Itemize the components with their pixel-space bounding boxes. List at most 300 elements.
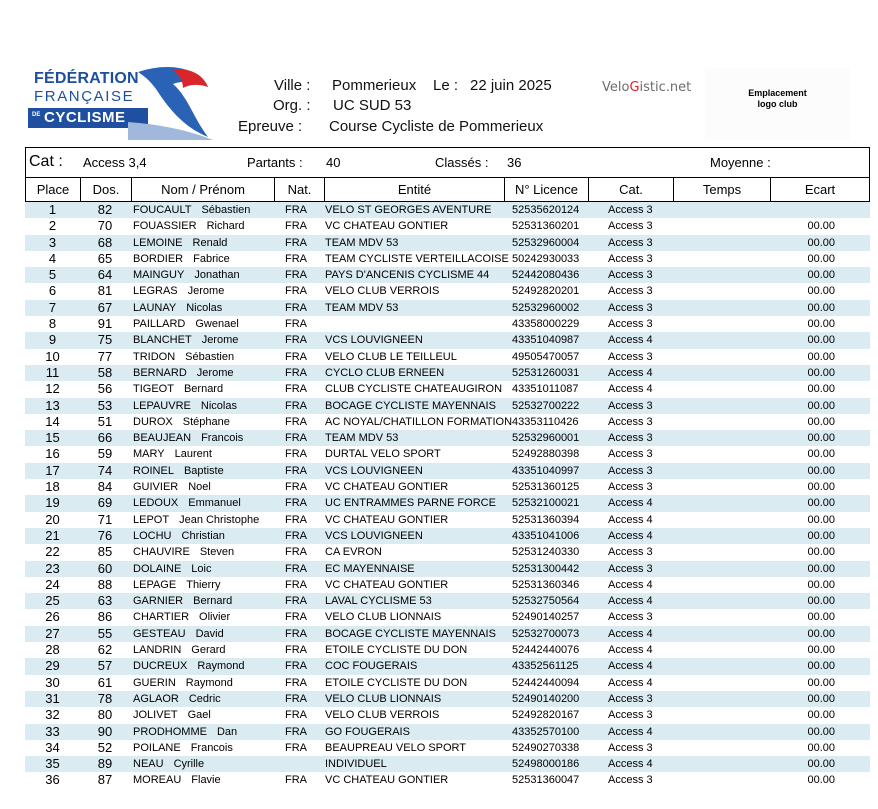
cell-nom: FOUASSIER: [133, 220, 197, 233]
table-row: [25, 658, 870, 674]
cell-nationality: FRA: [285, 236, 307, 249]
cell-licence: 52442440076: [512, 644, 580, 657]
cell-entity: COC FOUGERAIS: [325, 660, 418, 673]
cell-nationality: FRA: [285, 269, 307, 282]
cell-licence: 52532960002: [512, 301, 580, 314]
cell-licence: 43351011087: [512, 383, 579, 396]
cell-nom: DOLAINE: [133, 562, 182, 575]
cell-prenom: Gerard: [191, 644, 226, 657]
cell-entity: AC NOYAL/CHATILLON FORMATION: [325, 415, 513, 428]
table-row: [25, 283, 870, 299]
cell-nom: FOUCAULT: [133, 204, 192, 216]
cell-place: 29: [45, 658, 60, 674]
cell-place: 32: [45, 707, 60, 723]
cell-licence: 52531360047: [512, 774, 580, 787]
cell-prenom: Thierry: [186, 578, 221, 591]
cell-licence: 50242930033: [512, 252, 580, 265]
cell-nationality: FRA: [285, 204, 307, 216]
cell-name: [133, 528, 225, 544]
cell-category: Access 4: [608, 529, 653, 542]
logo-line-3-prefix: DE: [32, 112, 41, 118]
table-row: [25, 316, 870, 332]
cell-category: Access 3: [608, 204, 653, 216]
cell-place: 3: [48, 234, 57, 250]
cell-dossard: 55: [97, 625, 113, 641]
cell-category: Access 3: [608, 285, 653, 298]
cell-ecart: 00.00: [807, 285, 835, 298]
cell-name: [133, 479, 211, 495]
table-row: [25, 332, 870, 348]
results-header: [25, 147, 870, 202]
cell-name: [133, 512, 259, 528]
cell-prenom: Dan: [216, 725, 238, 738]
cell-dossard: 62: [97, 642, 113, 658]
cell-nom: BORDIER: [133, 252, 184, 265]
cell-dossard: 88: [97, 576, 113, 592]
ffc-logo: [28, 62, 218, 142]
cell-dossard: 84: [97, 479, 113, 495]
cell-place: 33: [45, 723, 60, 739]
cell-prenom: Steven: [199, 546, 235, 559]
table-row: [25, 561, 870, 577]
cell-nom: NEAU: [133, 758, 164, 771]
cell-nationality: FRA: [285, 741, 307, 754]
cell-entity: PAYS D'ANCENIS CYCLISME 44: [325, 269, 490, 282]
cell-place: 5: [48, 267, 57, 283]
cell-category: Access 3: [608, 301, 653, 314]
cell-category: Access 3: [608, 562, 653, 575]
cell-nom: GARNIER: [133, 595, 184, 608]
cell-nom: LEMOINE: [133, 236, 183, 249]
cell-place: 20: [45, 511, 60, 527]
cell-entity: CA EVRON: [325, 546, 382, 559]
cell-nationality: FRA: [285, 644, 307, 657]
cell-category: Access 4: [608, 644, 653, 657]
cell-nationality: FRA: [285, 481, 307, 494]
cell-licence: 52498000186: [512, 758, 580, 771]
cell-place: 10: [45, 348, 60, 364]
cell-name: [133, 642, 226, 658]
cell-prenom: Olivier: [199, 611, 231, 624]
cell-category: Access 3: [608, 220, 653, 233]
cell-prenom: Richard: [206, 220, 245, 233]
cell-place: 34: [45, 739, 60, 755]
cell-nom: AGLAOR: [133, 692, 179, 705]
cell-category: Access 3: [608, 481, 653, 494]
cell-name: [133, 365, 233, 381]
ville-label: Ville :: [274, 77, 311, 94]
col-ecart: Ecart: [804, 182, 836, 197]
table-row: [25, 626, 870, 642]
cell-ecart: 00.00: [807, 676, 835, 689]
cell-ecart: 00.00: [807, 481, 835, 494]
table-row: [25, 756, 870, 772]
cell-entity: VELO ST GEORGES AVENTURE: [325, 204, 492, 216]
cell-ecart: 00.00: [807, 318, 835, 331]
club-logo-line-2: logo club: [757, 99, 798, 109]
moyenne-label: Moyenne :: [710, 155, 771, 170]
cell-dossard: 80: [97, 707, 113, 723]
cell-dossard: 56: [97, 381, 113, 397]
cell-entity: UC ENTRAMMES PARNE FORCE: [325, 497, 496, 510]
cell-ecart: 00.00: [807, 660, 835, 673]
cell-licence: 52532100021: [512, 497, 580, 510]
cell-place: 12: [45, 381, 60, 397]
cell-name: [133, 235, 227, 251]
cell-name: [133, 202, 250, 218]
cell-name: [133, 446, 212, 462]
cell-name: [133, 691, 221, 707]
cell-category: Access 3: [608, 709, 653, 722]
cell-entity: EC MAYENNAISE: [325, 562, 415, 575]
cell-licence: 52492880398: [512, 448, 580, 461]
summary-row: [26, 148, 869, 178]
cell-prenom: Flavie: [191, 774, 221, 787]
cell-place: 11: [45, 364, 60, 380]
cell-nom: LEPAUVRE: [133, 399, 191, 412]
cell-place: 26: [45, 609, 60, 625]
cell-place: 31: [45, 690, 60, 706]
cell-prenom: Renald: [192, 236, 228, 249]
cell-name: [133, 381, 223, 397]
cell-category: Access 3: [608, 774, 653, 787]
cell-dossard: 81: [97, 283, 113, 299]
cell-nom: LANDRIN: [133, 644, 182, 657]
cell-ecart: 00.00: [807, 448, 835, 461]
cell-prenom: Cedric: [188, 692, 221, 705]
cell-nationality: FRA: [285, 464, 307, 477]
cell-prenom: Sébastien: [201, 204, 251, 216]
cell-prenom: Gael: [187, 709, 211, 722]
epreuve-value: Course Cycliste de Pommerieux: [329, 118, 544, 135]
cell-category: Access 3: [608, 611, 653, 624]
cell-licence: 43353110426: [512, 415, 579, 428]
cell-licence: 52490140200: [512, 692, 580, 705]
cell-category: Access 4: [608, 366, 653, 379]
cell-licence: 43351040987: [512, 334, 580, 347]
cell-dossard: 70: [97, 218, 113, 234]
cell-nationality: FRA: [285, 301, 307, 314]
date-label: Le :: [433, 77, 459, 94]
cell-nom: LOCHU: [133, 529, 172, 542]
table-row: [25, 675, 870, 691]
cell-nationality: FRA: [285, 497, 307, 510]
table-row: [25, 235, 870, 251]
col-licence: N° Licence: [505, 177, 589, 202]
cell-ecart: 00.00: [807, 220, 835, 233]
cell-nationality: FRA: [285, 660, 307, 673]
cell-name: [133, 218, 244, 234]
cell-nationality: FRA: [285, 252, 307, 265]
cell-prenom: Jonathan: [194, 269, 240, 282]
table-row: [25, 414, 870, 430]
cell-entity: VELO CLUB VERROIS: [325, 285, 440, 298]
cell-entity: VCS LOUVIGNEEN: [325, 464, 423, 477]
cell-ecart: 00.00: [807, 595, 835, 608]
cell-licence: 52531360201: [512, 220, 580, 233]
cell-nom: TRIDON: [133, 350, 176, 363]
cell-name: [133, 561, 211, 577]
table-row: [25, 365, 870, 381]
cell-name: [133, 707, 211, 723]
cell-dossard: 76: [97, 527, 113, 543]
cell-nom: GUIVIER: [133, 481, 179, 494]
cell-prenom: Gwenael: [195, 318, 239, 331]
table-row: [25, 642, 870, 658]
cell-place: 30: [45, 674, 60, 690]
cell-prenom: Nicolas: [200, 399, 237, 412]
cell-entity: BEAUPREAU VELO SPORT: [325, 741, 467, 754]
table-row: [25, 479, 870, 495]
cell-dossard: 71: [97, 511, 113, 527]
cell-prenom: David: [195, 627, 224, 640]
cell-ecart: 00.00: [807, 513, 835, 526]
cell-category: Access 4: [608, 513, 653, 526]
brand-pre: Velo: [602, 80, 630, 95]
cell-category: Access 3: [608, 546, 653, 559]
cell-ecart: 00.00: [807, 366, 835, 379]
cell-place: 14: [45, 413, 60, 429]
cell-licence: 52492820167: [512, 709, 580, 722]
cell-nom: POILANE: [133, 741, 181, 754]
cell-category: Access 3: [608, 448, 653, 461]
cell-entity: CLUB CYCLISTE CHATEAUGIRON: [325, 383, 503, 396]
cell-name: [133, 251, 230, 267]
table-row: [25, 593, 870, 609]
cell-ecart: 00.00: [807, 725, 835, 738]
cat-label: Cat :: [29, 153, 63, 170]
cell-licence: 52442440094: [512, 676, 580, 689]
cell-nationality: FRA: [285, 448, 307, 461]
cell-nom: MARY: [133, 448, 165, 461]
classes-label: Classés :: [435, 155, 489, 170]
cell-dossard: 90: [97, 723, 113, 739]
cell-category: Access 4: [608, 725, 653, 738]
cell-licence: 52532960001: [512, 432, 580, 445]
cell-name: [133, 756, 204, 772]
cell-name: [133, 283, 224, 299]
ville-value: Pommerieux: [332, 77, 417, 94]
cell-dossard: 69: [97, 495, 113, 511]
cell-category: Access 3: [608, 399, 653, 412]
cell-nationality: FRA: [285, 220, 307, 233]
brand-post: istic.net: [639, 80, 692, 95]
cell-dossard: 66: [97, 430, 113, 446]
cell-place: 35: [45, 756, 60, 772]
cell-entity: LAVAL CYCLISME 53: [325, 595, 432, 608]
cell-prenom: Jerome: [187, 285, 225, 298]
cell-ecart: 00.00: [807, 415, 835, 428]
cell-nationality: FRA: [285, 627, 307, 640]
logo-line-2: FRANÇAISE: [34, 88, 135, 105]
cell-dossard: 77: [97, 348, 113, 364]
cell-place: 7: [48, 299, 57, 315]
cell-name: [133, 398, 237, 414]
logo-line-1: FÉDÉRATION: [34, 70, 139, 87]
col-temps: Temps: [674, 177, 771, 202]
cell-nationality: FRA: [285, 383, 307, 396]
cell-licence: 43351040997: [512, 464, 580, 477]
cell-ecart: 00.00: [807, 627, 835, 640]
cell-category: Access 3: [608, 318, 653, 331]
cell-licence: 52490270338: [512, 741, 580, 754]
cell-prenom: Bernard: [183, 383, 224, 396]
cell-name: [133, 724, 237, 740]
cell-licence: 43352570100: [512, 725, 580, 738]
table-row: [25, 381, 870, 397]
cell-prenom: Emmanuel: [188, 497, 241, 510]
cell-entity: VELO CLUB LIONNAIS: [325, 611, 442, 624]
cell-nationality: FRA: [285, 725, 307, 738]
cell-nom: JOLIVET: [133, 709, 178, 722]
table-row: [25, 707, 870, 723]
table-row: [25, 577, 870, 593]
cell-entity: INDIVIDUEL: [325, 758, 387, 771]
org-label: Org. :: [273, 97, 311, 114]
cell-dossard: 67: [97, 299, 113, 315]
cell-entity: VC CHATEAU GONTIER: [325, 578, 449, 591]
col-nom: Nom / Prénom: [132, 177, 275, 202]
cell-dossard: 64: [97, 267, 113, 283]
cell-dossard: 91: [97, 316, 113, 332]
cell-place: 16: [45, 446, 60, 462]
table-row: [25, 512, 870, 528]
cell-licence: 43352561125: [512, 660, 579, 673]
cell-entity: TEAM CYCLISTE VERTEILLACOISE: [325, 252, 509, 265]
cell-nom: PAILLARD: [133, 318, 186, 331]
cell-ecart: 00.00: [807, 350, 835, 363]
cell-category: Access 4: [608, 497, 653, 510]
table-row: [25, 251, 870, 267]
cell-name: [133, 740, 233, 756]
cell-category: Access 3: [608, 350, 653, 363]
cat-value: Access 3,4: [83, 155, 147, 170]
cell-nom: ROINEL: [133, 464, 174, 477]
cell-ecart: 00.00: [807, 334, 835, 347]
cell-ecart: 00.00: [807, 709, 835, 722]
cell-nationality: FRA: [285, 285, 307, 298]
cell-dossard: 63: [97, 593, 113, 609]
cyclist-swoosh-icon: [128, 62, 218, 142]
cell-place: 36: [45, 772, 60, 788]
cell-place: 8: [48, 316, 57, 332]
cell-nationality: FRA: [285, 334, 307, 347]
cell-licence: 52531360125: [512, 481, 580, 494]
cell-nom: LEDOUX: [133, 497, 179, 510]
cell-dossard: 61: [97, 674, 113, 690]
cell-name: [133, 609, 230, 625]
cell-prenom: Loic: [191, 562, 212, 575]
cell-dossard: 51: [97, 413, 113, 429]
cell-prenom: Bernard: [193, 595, 233, 608]
cell-nationality: FRA: [285, 546, 307, 559]
column-headers: [26, 177, 869, 202]
cell-ecart: 00.00: [807, 432, 835, 445]
partants-value: 40: [326, 155, 341, 170]
cell-category: Access 3: [608, 269, 653, 282]
table-row: [25, 300, 870, 316]
cell-licence: 43351041006: [512, 529, 580, 542]
cell-nom: DUROX: [133, 415, 173, 428]
col-place: Place: [26, 177, 81, 202]
table-row: [25, 349, 870, 365]
table-row: [25, 544, 870, 560]
cell-nom: GESTEAU: [133, 627, 186, 640]
cell-ecart: 00.00: [807, 399, 835, 412]
cell-ecart: 00.00: [807, 692, 835, 705]
table-row: [25, 398, 870, 414]
cell-nom: TIGEOT: [133, 383, 174, 396]
cell-ecart: 00.00: [807, 464, 835, 477]
cell-category: Access 4: [608, 578, 653, 591]
cell-prenom: Stéphane: [182, 415, 230, 428]
cell-ecart: 00.00: [807, 269, 835, 282]
cell-prenom: Francois: [190, 741, 233, 754]
cell-category: Access 4: [608, 660, 653, 673]
cell-entity: TEAM MDV 53: [325, 236, 399, 249]
cell-ecart: 00.00: [807, 529, 835, 542]
cell-nom: BERNARD: [133, 366, 187, 379]
cell-ecart: 00.00: [807, 644, 835, 657]
cell-dossard: 58: [97, 364, 113, 380]
cell-entity: DURTAL VELO SPORT: [325, 448, 441, 461]
cell-dossard: 82: [97, 202, 113, 217]
cell-category: Access 3: [608, 692, 653, 705]
cell-nom: LEPAGE: [133, 578, 177, 591]
cell-name: [133, 626, 224, 642]
cell-ecart: 00.00: [807, 236, 835, 249]
col-dos: Dos.: [81, 177, 132, 202]
logo-line-3: CYCLISME: [44, 109, 126, 126]
cell-ecart: 00.00: [807, 383, 835, 396]
cell-nationality: FRA: [285, 562, 307, 575]
cell-licence: 43358000229: [512, 318, 580, 331]
cell-name: [133, 772, 221, 788]
cell-place: 13: [45, 397, 60, 413]
cell-category: Access 4: [608, 383, 653, 396]
cell-dossard: 57: [97, 658, 113, 674]
cell-prenom: Fabrice: [193, 252, 230, 265]
cell-licence: 49505470057: [512, 350, 580, 363]
cell-name: [133, 267, 240, 283]
col-cat: Cat.: [589, 177, 674, 202]
cell-nationality: FRA: [285, 676, 307, 689]
cell-category: Access 4: [608, 758, 653, 771]
classes-value: 36: [507, 155, 522, 170]
cell-ecart: 00.00: [807, 497, 835, 510]
cell-place: 28: [45, 642, 60, 658]
cell-name: [133, 675, 233, 691]
cell-category: Access 4: [608, 676, 653, 689]
cell-nom: BLANCHET: [133, 334, 192, 347]
cell-licence: 52535620124: [512, 204, 580, 216]
cell-category: Access 4: [608, 595, 653, 608]
cell-nationality: FRA: [285, 350, 307, 363]
cell-entity: VCS LOUVIGNEEN: [325, 529, 423, 542]
cell-dossard: 86: [97, 609, 113, 625]
cell-nom: GUERIN: [133, 676, 176, 689]
cell-entity: CYCLO CLUB ERNEEN: [325, 366, 445, 379]
cell-dossard: 68: [97, 234, 113, 250]
cell-nom: PRODHOMME: [133, 725, 207, 738]
table-row: [25, 528, 870, 544]
cell-entity: VC CHATEAU GONTIER: [325, 220, 449, 233]
cell-name: [133, 349, 234, 365]
cell-place: 21: [45, 527, 60, 543]
cell-place: 18: [45, 479, 60, 495]
cell-name: [133, 430, 243, 446]
cell-dossard: 75: [97, 332, 113, 348]
